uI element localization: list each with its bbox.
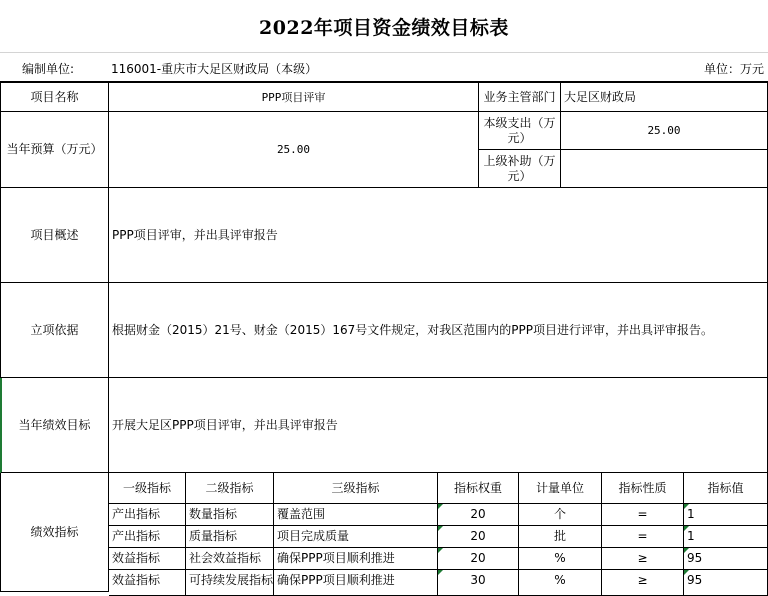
own-expense-value: 25.00	[561, 112, 768, 150]
comment-marker-icon	[438, 548, 443, 553]
overview-text: PPP项目评审，并出具评审报告	[109, 188, 768, 283]
sheet-title: 2022年项目资金绩效目标表	[259, 16, 509, 39]
comment-marker-icon	[684, 570, 689, 575]
cell-weight: 20	[438, 526, 519, 548]
upper-subsidy-label: 上级补助（万元）	[479, 150, 561, 188]
header-unit: 计量单位	[519, 473, 602, 504]
comment-marker-icon	[438, 570, 443, 575]
header-weight: 指标权重	[438, 473, 519, 504]
cell-level1: 效益指标	[109, 570, 186, 596]
own-expense-label: 本级支出（万元）	[479, 112, 561, 150]
cell-value: 1	[684, 526, 768, 548]
cell-weight: 30	[438, 570, 519, 596]
cell-nature: ≥	[602, 548, 684, 570]
budget-total: 25.00	[109, 112, 479, 188]
indicators-label: 绩效指标	[1, 473, 109, 592]
cell-level3: 覆盖范围	[274, 504, 438, 526]
cell-value: 95	[684, 570, 768, 596]
budget-label: 当年预算（万元）	[1, 112, 109, 188]
comment-marker-icon	[438, 504, 443, 509]
header-level3: 三级指标	[274, 473, 438, 504]
overview-label: 项目概述	[1, 188, 109, 283]
cell-level1: 产出指标	[109, 526, 186, 548]
unit-of-measure: 单位：万元	[703, 61, 764, 76]
cell-weight: 20	[438, 504, 519, 526]
cell-level3: 项目完成质量	[274, 526, 438, 548]
cell-level1: 产出指标	[109, 504, 186, 526]
cell-unit: %	[519, 570, 602, 596]
cell-level3: 确保PPP项目顺利推进	[274, 548, 438, 570]
cell-level2: 社会效益指标	[186, 548, 274, 570]
comment-marker-icon	[684, 526, 689, 531]
cell-level1: 效益指标	[109, 548, 186, 570]
cell-level2: 可持续发展指标	[186, 570, 274, 596]
cell-nature: =	[602, 526, 684, 548]
goal-label: 当年绩效目标	[1, 378, 109, 473]
unit-label: 编制单位:	[22, 61, 75, 76]
comment-marker-icon	[684, 548, 689, 553]
cell-nature: ≥	[602, 570, 684, 596]
cell-unit: 个	[519, 504, 602, 526]
header-nature: 指标性质	[602, 473, 684, 504]
dept-value: 大足区财政局	[561, 83, 768, 112]
dept-label: 业务主管部门	[479, 83, 561, 112]
unit-value: 116001-重庆市大足区财政局（本级）	[111, 61, 318, 76]
header-value: 指标值	[684, 473, 768, 504]
goal-text: 开展大足区PPP项目评审，并出具评审报告	[109, 378, 768, 473]
header-level2: 二级指标	[186, 473, 274, 504]
basis-text: 根据财金（2015）21号、财金（2015）167号文件规定，对我区范围内的PPP项目进行评审，并出具评审报告。	[109, 283, 768, 378]
cell-unit: %	[519, 548, 602, 570]
cell-level3: 确保PPP项目顺利推进	[274, 570, 438, 596]
header-level1: 一级指标	[109, 473, 186, 504]
comment-marker-icon	[684, 504, 689, 509]
cell-weight: 20	[438, 548, 519, 570]
basis-label: 立项依据	[1, 283, 109, 378]
cell-level2: 质量指标	[186, 526, 274, 548]
cell-nature: =	[602, 504, 684, 526]
upper-subsidy-value	[561, 150, 768, 188]
project-name-value: PPP项目评审	[109, 83, 479, 112]
cell-value: 95	[684, 548, 768, 570]
cell-level2: 数量指标	[186, 504, 274, 526]
gridline	[0, 52, 768, 53]
project-name-label: 项目名称	[1, 83, 109, 112]
cell-unit: 批	[519, 526, 602, 548]
comment-marker-icon	[438, 526, 443, 531]
cell-value: 1	[684, 504, 768, 526]
